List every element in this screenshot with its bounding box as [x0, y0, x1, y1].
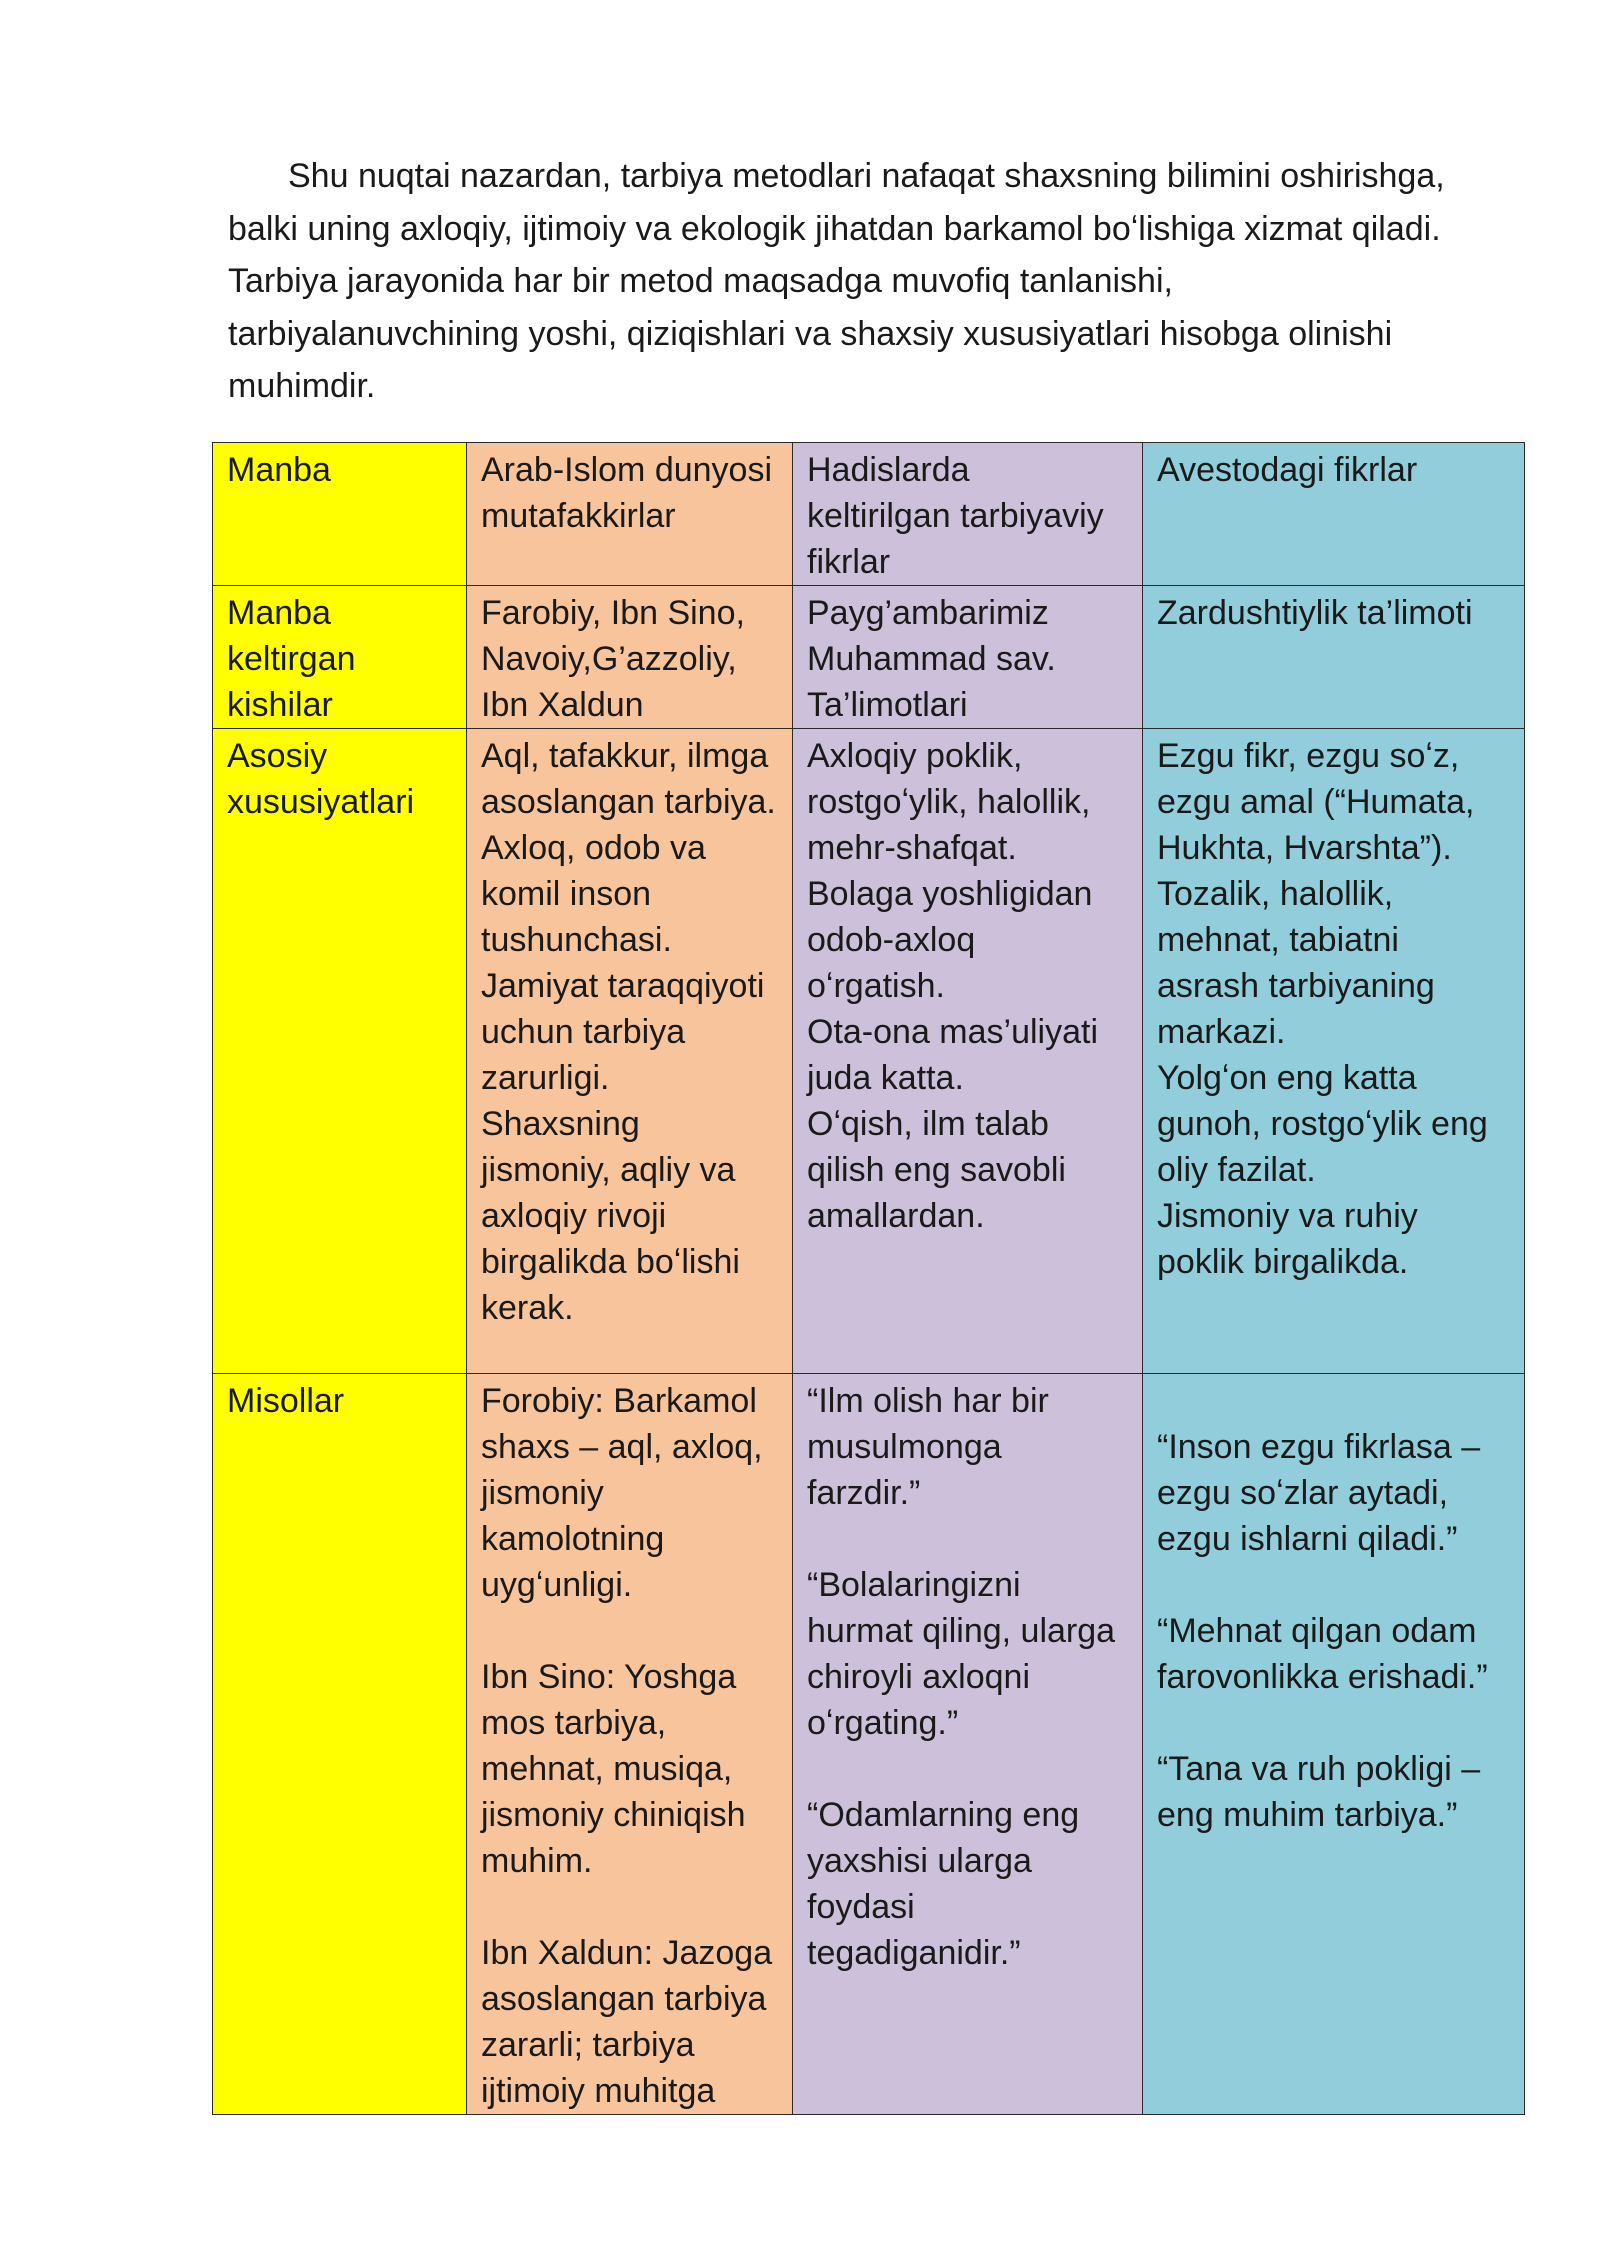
cell-text-line: shaxs – aql, axloq,	[481, 1428, 763, 1466]
table-cell-arab-islam-people	[467, 586, 793, 729]
cell-text-line: Ibn Xaldun	[481, 686, 644, 724]
cell-text-line: “Tana va ruh pokligi –	[1157, 1750, 1481, 1788]
cell-text-line: rostgoʻylik, halollik,	[807, 783, 1091, 821]
cell-text-line: juda katta.	[807, 1059, 964, 1097]
cell-text-line: Hadislarda	[807, 451, 970, 489]
table-cell-source-label	[213, 443, 467, 586]
cell-text-line: uygʻunligi.	[481, 1566, 633, 1604]
table-cell-arab-islam-features	[467, 729, 793, 1374]
cell-text-line: xususiyatlari	[227, 783, 415, 821]
cell-text-line: muhim.	[481, 1842, 593, 1880]
cell-text-line: Tozalik, halollik,	[1157, 875, 1394, 913]
intro-line: Shu nuqtai nazardan, tarbiya metodlari nafaqat shaxsning bilimini oshirishga,	[288, 157, 1445, 195]
paragraph-gap	[1157, 1700, 1510, 1746]
cell-text-line: asrash tarbiyaning	[1157, 967, 1435, 1005]
table-cell-features-label	[213, 729, 467, 1374]
table-cell-hadith-features	[793, 729, 1143, 1374]
table-cell-avesta-header	[1143, 443, 1525, 586]
cell-text-line: zararli; tarbiya	[481, 2026, 695, 2064]
cell-text-line: gunoh, rostgoʻylik eng	[1157, 1105, 1488, 1143]
paragraph-gap	[1157, 1562, 1510, 1608]
cell-text-line: Jismoniy va ruhiy	[1157, 1197, 1418, 1235]
cell-text-line: Arab-Islom dunyosi	[481, 451, 773, 489]
cell-text-line: Ibn Xaldun: Jazoga	[481, 1934, 773, 1972]
cell-text-line: eng muhim tarbiya.”	[1157, 1796, 1458, 1834]
cell-text-line: mutafakkirlar	[481, 497, 676, 535]
cell-text-line: “Bolalaringizni	[807, 1566, 1021, 1604]
cell-text-line: Asosiy	[227, 737, 328, 775]
cell-text-line: Hukhta, Hvarshta”).	[1157, 829, 1452, 867]
cell-text-line: “Mehnat qilgan odam	[1157, 1612, 1477, 1650]
cell-text-line: mehnat, tabiatni	[1157, 921, 1399, 959]
cell-text-line: kerak.	[481, 1289, 574, 1327]
cell-text-line: birgalikda boʻlishi	[481, 1243, 740, 1281]
cell-text-line: jismoniy chiniqish	[481, 1796, 746, 1834]
cell-text-line: ezgu ishlarni qiladi.”	[1157, 1520, 1458, 1558]
cell-text-line: keltirgan	[227, 640, 356, 678]
cell-text-line: chiroyli axloqni	[807, 1658, 1030, 1696]
cell-text-line: Ta’limotlari	[807, 686, 968, 724]
cell-text-line: ezgu amal (“Humata,	[1157, 783, 1475, 821]
cell-text-line: Payg’ambarimiz	[807, 594, 1049, 632]
cell-text-line: Jamiyat taraqqiyoti	[481, 967, 765, 1005]
cell-text-line: Manba	[227, 594, 331, 632]
cell-text-line: keltirilgan tarbiyaviy	[807, 497, 1104, 535]
table-cell-arab-islam-header	[467, 443, 793, 586]
cell-text-line: uchun tarbiya	[481, 1013, 686, 1051]
intro-line: Tarbiya jarayonida har bir metod maqsadga muvofiq tanlanishi,	[228, 262, 1173, 300]
cell-text-line: “Ilm olish har bir	[807, 1382, 1049, 1420]
cell-text-line: komil inson	[481, 875, 652, 913]
paragraph-gap	[481, 1884, 778, 1930]
intro-line: muhimdir.	[228, 367, 376, 405]
table-row-source	[213, 443, 1525, 586]
cell-text-line: Ota-ona mas’uliyati	[807, 1013, 1099, 1051]
cell-text-line: ijtimoiy muhitga	[481, 2072, 716, 2110]
cell-text-line: asoslangan tarbiya	[481, 1980, 767, 2018]
cell-text-line: Aql, tafakkur, ilmga	[481, 737, 769, 775]
cell-text-line: poklik birgalikda.	[1157, 1243, 1409, 1281]
cell-text-line: jismoniy, aqliy va	[481, 1151, 736, 1189]
cell-text-line: Axloq, odob va	[481, 829, 706, 867]
cell-text-line: markazi.	[1157, 1013, 1286, 1051]
cell-text-line: zarurligi.	[481, 1059, 610, 1097]
cell-text-line: foydasi	[807, 1888, 915, 1926]
cell-text-line: qilish eng savobli	[807, 1151, 1066, 1189]
table-cell-hadith-people	[793, 586, 1143, 729]
table-cell-avesta-examples	[1143, 1374, 1525, 2115]
cell-text-line: Forobiy: Barkamol	[481, 1382, 757, 1420]
cell-text-line: farzdir.”	[807, 1474, 921, 1512]
cell-text-line: oliy fazilat.	[1157, 1151, 1316, 1189]
cell-text-line: oʻrgatish.	[807, 967, 945, 1005]
cell-text-line: oʻrgating.”	[807, 1704, 959, 1742]
cell-text-line: Farobiy, Ibn Sino,	[481, 594, 745, 632]
cell-text-line: musulmonga	[807, 1428, 1002, 1466]
intro-line: balki uning axloqiy, ijtimoiy va ekologik jihatdan barkamol boʻlishiga xizmat qiladi.	[228, 209, 1441, 248]
cell-text-line: mehnat, musiqa,	[481, 1750, 733, 1788]
cell-text-line: Navoiy,G’azzoliy,	[481, 640, 737, 678]
cell-text-line: odob-axloq	[807, 921, 976, 959]
table-row-people	[213, 586, 1525, 729]
table-cell-hadith-examples	[793, 1374, 1143, 2115]
cell-text-line: Muhammad sav.	[807, 640, 1056, 678]
table-row-examples	[213, 1374, 1525, 2115]
cell-text-line: Avestodagi fikrlar	[1157, 451, 1418, 489]
paragraph-gap	[807, 1516, 1128, 1562]
cell-text-line: kamolotning	[481, 1520, 665, 1558]
table-row-features	[213, 729, 1525, 1374]
cell-text-line: hurmat qiling, ularga	[807, 1612, 1116, 1650]
table-cell-arab-islam-examples	[467, 1374, 793, 2115]
cell-text-line: “Inson ezgu fikrlasa –	[1157, 1428, 1481, 1466]
cell-text-line: Misollar	[227, 1382, 345, 1420]
cell-text-line: axloqiy rivoji	[481, 1197, 667, 1235]
table-cell-examples-label	[213, 1374, 467, 2115]
cell-text-line: Oʻqish, ilm talab	[807, 1105, 1049, 1143]
cell-text-line: farovonlikka erishadi.”	[1157, 1658, 1488, 1696]
comparison-table	[212, 442, 1525, 2115]
cell-text-line: ezgu soʻzlar aytadi,	[1157, 1474, 1449, 1512]
cell-text-line: Yolgʻon eng katta	[1157, 1059, 1417, 1097]
cell-text-line: yaxshisi ularga	[807, 1842, 1032, 1880]
table-cell-avesta-people	[1143, 586, 1525, 729]
cell-text-line: mehr-shafqat.	[807, 829, 1017, 867]
cell-text-line: amallardan.	[807, 1197, 985, 1235]
paragraph-gap	[1157, 1378, 1510, 1424]
paragraph-gap	[807, 1746, 1128, 1792]
table-cell-avesta-features	[1143, 729, 1525, 1374]
cell-text-line: kishilar	[227, 686, 333, 724]
cell-text-line: fikrlar	[807, 543, 891, 581]
intro-paragraph	[228, 150, 1478, 413]
cell-text-line: Bolaga yoshligidan	[807, 875, 1093, 913]
cell-text-line: mos tarbiya,	[481, 1704, 667, 1742]
cell-text-line: Zardushtiylik ta’limoti	[1157, 594, 1473, 632]
cell-text-line: “Odamlarning eng	[807, 1796, 1080, 1834]
cell-text-line: tegadiganidir.”	[807, 1934, 1021, 1972]
cell-text-line: Shaxsning	[481, 1105, 640, 1143]
table-cell-hadith-header	[793, 443, 1143, 586]
cell-text-line: Axloqiy poklik,	[807, 737, 1023, 775]
cell-text-line: jismoniy	[481, 1474, 604, 1512]
cell-text-line: tushunchasi.	[481, 921, 672, 959]
cell-text-line: Manba	[227, 451, 331, 489]
intro-line: tarbiyalanuvchining yoshi, qiziqishlari va shaxsiy xususiyatlari hisobga olinishi	[228, 314, 1393, 353]
table-cell-people-label	[213, 586, 467, 729]
cell-text-line: Ibn Sino: Yoshga	[481, 1658, 737, 1696]
cell-text-line: Ezgu fikr, ezgu soʻz,	[1157, 737, 1460, 775]
paragraph-gap	[481, 1608, 778, 1654]
cell-text-line: asoslangan tarbiya.	[481, 783, 776, 821]
